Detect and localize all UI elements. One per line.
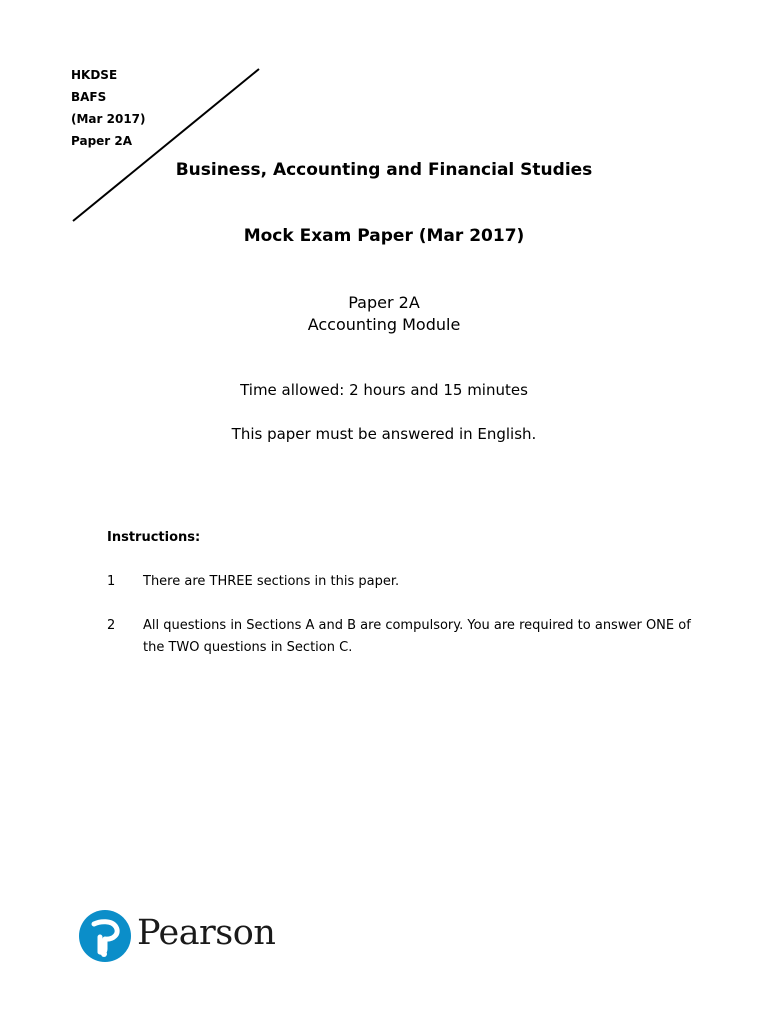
exam-code-line-3: (Mar 2017) (71, 112, 146, 126)
exam-code-line-1: HKDSE (71, 68, 118, 82)
document-title: Business, Accounting and Financial Studies (175, 160, 593, 180)
instruction-text: All questions in Sections A and B are compulsory. You are required to answer ONE of the TWO questions in Section C. (143, 618, 691, 655)
pearson-p-icon (78, 909, 132, 963)
paper-label: Paper 2A (348, 293, 420, 312)
exam-code-line-2: BAFS (71, 90, 107, 104)
language-note: This paper must be answered in English. (231, 425, 537, 443)
time-allowed: Time allowed: 2 hours and 15 minutes (240, 381, 528, 399)
instruction-number: 2 (107, 618, 116, 633)
pearson-wordmark: Pearson (137, 913, 276, 953)
document-subtitle: Mock Exam Paper (Mar 2017) (243, 226, 525, 246)
diagonal-slash-line (0, 0, 300, 240)
instructions-heading: Instructions: (107, 530, 201, 545)
exam-code-line-4: Paper 2A (71, 134, 133, 148)
instruction-number: 1 (107, 574, 116, 589)
module-label: Accounting Module (307, 315, 461, 334)
instruction-text: There are THREE sections in this paper. (143, 574, 400, 589)
